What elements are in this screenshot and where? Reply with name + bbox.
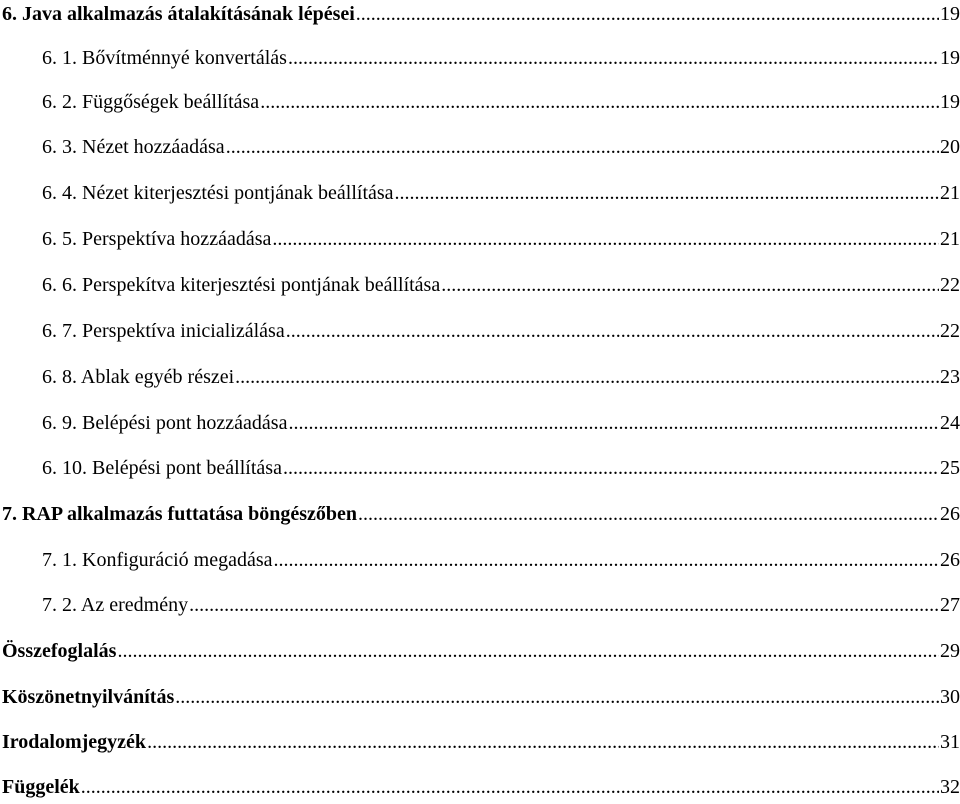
toc-dot-leader bbox=[235, 362, 939, 392]
toc-entry-title: 6. 5. Perspektíva hozzáadása bbox=[42, 228, 272, 250]
toc-page-number: 19 bbox=[940, 91, 960, 113]
toc-page-number: 21 bbox=[940, 228, 960, 250]
toc-entry-chapter-7[interactable] bbox=[0, 499, 960, 529]
toc-entry-title: 6. 1. Bővítménnyé konvertálás bbox=[42, 47, 287, 69]
toc-page-number: 25 bbox=[940, 457, 960, 479]
toc-page-number: 22 bbox=[940, 320, 960, 342]
toc-entry-title: 6. 9. Belépési pont hozzáadása bbox=[42, 412, 288, 434]
toc-entry-title: 6. 4. Nézet kiterjesztési pontjának beállítása bbox=[42, 182, 394, 204]
toc-entry-section-7-1[interactable] bbox=[0, 545, 960, 575]
toc-entry-bibliography[interactable] bbox=[0, 727, 960, 757]
toc-dot-leader bbox=[358, 499, 939, 529]
toc-dot-leader bbox=[226, 132, 939, 162]
toc-entry-section-6-7[interactable] bbox=[0, 316, 960, 346]
toc-page-number: 22 bbox=[940, 274, 960, 296]
toc-entry-chapter-6[interactable] bbox=[0, 0, 960, 29]
toc-entry-section-7-2[interactable] bbox=[0, 590, 960, 620]
toc-entry-section-6-4[interactable] bbox=[0, 178, 960, 208]
toc-entry-title: 6. Java alkalmazás átalakításának lépései bbox=[2, 3, 355, 25]
toc-entry-summary[interactable] bbox=[0, 636, 960, 666]
toc-page-number: 29 bbox=[940, 640, 960, 662]
toc-entry-title: 6. 6. Perspekítva kiterjesztési pontjának beállítása bbox=[42, 274, 441, 296]
toc-page-number: 23 bbox=[940, 366, 960, 388]
toc-entry-section-6-6[interactable] bbox=[0, 270, 960, 300]
toc-dot-leader bbox=[283, 453, 939, 483]
toc-page-number: 19 bbox=[940, 3, 960, 25]
toc-page-number: 30 bbox=[940, 686, 960, 708]
toc-dot-leader bbox=[356, 0, 939, 29]
toc-entry-title: Függelék bbox=[2, 776, 80, 798]
toc-entry-title: 7. 2. Az eredmény bbox=[42, 594, 189, 616]
toc-entry-title: 6. 8. Ablak egyéb részei bbox=[42, 366, 235, 388]
toc-dot-leader bbox=[189, 590, 939, 620]
toc-dot-leader bbox=[441, 270, 939, 300]
toc-dot-leader bbox=[81, 772, 939, 802]
toc-dot-leader bbox=[117, 636, 939, 666]
toc-entry-appendix[interactable] bbox=[0, 772, 960, 802]
toc-dot-leader bbox=[286, 316, 939, 346]
toc-dot-leader bbox=[273, 545, 939, 575]
toc-entry-acknowledgements[interactable] bbox=[0, 682, 960, 712]
toc-page-number: 19 bbox=[940, 47, 960, 69]
toc-entry-section-6-3[interactable] bbox=[0, 132, 960, 162]
toc-dot-leader bbox=[147, 727, 939, 757]
toc-entry-section-6-10[interactable] bbox=[0, 453, 960, 483]
toc-page-number: 26 bbox=[940, 503, 960, 525]
toc-dot-leader bbox=[260, 87, 939, 117]
toc-entry-title: Irodalomjegyzék bbox=[2, 731, 147, 753]
toc-entry-title: 6. 7. Perspektíva inicializálása bbox=[42, 320, 285, 342]
toc-page-number: 24 bbox=[940, 412, 960, 434]
toc-page-number: 21 bbox=[940, 182, 960, 204]
toc-entry-section-6-8[interactable] bbox=[0, 362, 960, 392]
toc-page-number: 32 bbox=[940, 776, 960, 798]
toc-page-number: 31 bbox=[940, 731, 960, 753]
toc-dot-leader bbox=[272, 224, 939, 254]
toc-dot-leader bbox=[395, 178, 939, 208]
toc-entry-title: 7. RAP alkalmazás futtatása böngészőben bbox=[2, 503, 358, 525]
toc-dot-leader bbox=[175, 682, 939, 712]
toc-entry-section-6-1[interactable] bbox=[0, 43, 960, 73]
toc-page-number: 20 bbox=[940, 136, 960, 158]
toc-page-number: 26 bbox=[940, 549, 960, 571]
toc-dot-leader bbox=[288, 43, 939, 73]
toc-entry-section-6-2[interactable] bbox=[0, 87, 960, 117]
toc-entry-section-6-9[interactable] bbox=[0, 408, 960, 438]
toc-page-number: 27 bbox=[940, 594, 960, 616]
toc-entry-section-6-5[interactable] bbox=[0, 224, 960, 254]
toc-dot-leader bbox=[288, 408, 939, 438]
toc-entry-title: 6. 10. Belépési pont beállítása bbox=[42, 457, 282, 479]
toc-entry-title: Összefoglalás bbox=[2, 640, 117, 662]
toc-entry-title: 7. 1. Konfiguráció megadása bbox=[42, 549, 273, 571]
toc-entry-title: 6. 2. Függőségek beállítása bbox=[42, 91, 260, 113]
toc-entry-title: 6. 3. Nézet hozzáadása bbox=[42, 136, 225, 158]
toc-entry-title: Köszönetnyilvánítás bbox=[2, 686, 175, 708]
